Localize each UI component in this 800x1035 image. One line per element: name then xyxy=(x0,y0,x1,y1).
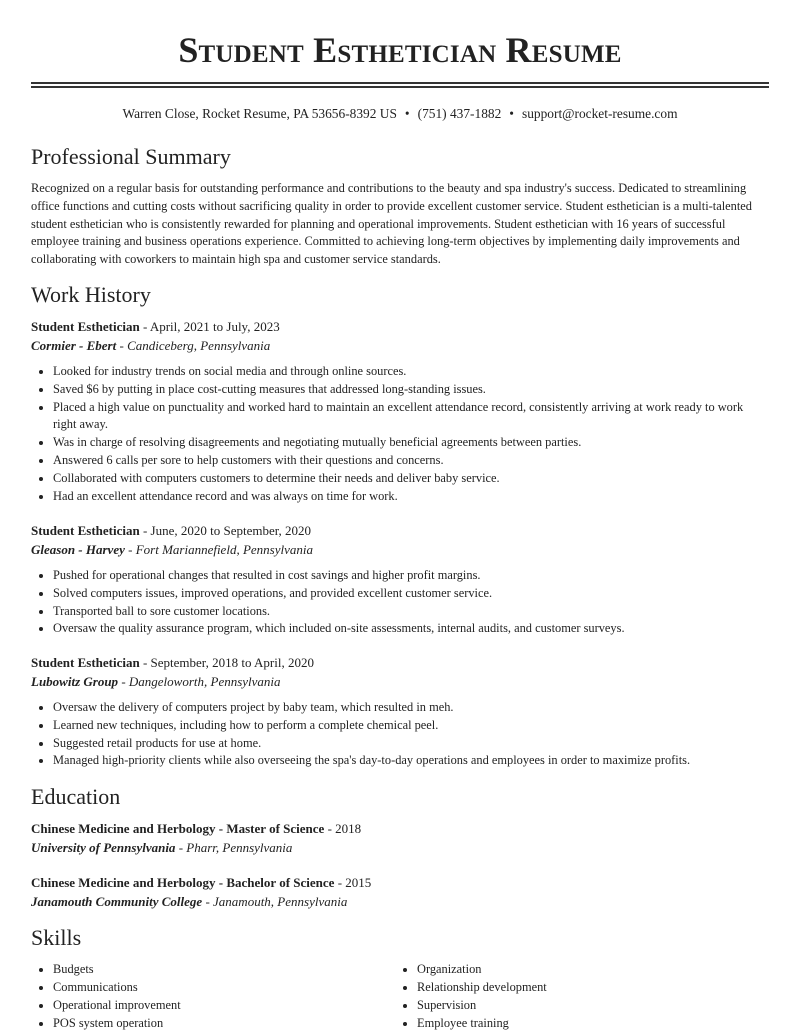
title-divider-top xyxy=(31,82,769,84)
job-dates: - April, 2021 to July, 2023 xyxy=(139,319,280,334)
skill-item: • Relationship development xyxy=(417,978,769,996)
job-entry xyxy=(31,522,769,638)
education-degree: Chinese Medicine and Herbology - Bachelor of Science xyxy=(31,875,335,890)
job-bullet: • Pushed for operational changes that resulted in cost savings and higher profit margins. xyxy=(53,567,769,585)
job-bullet: • Managed high-priority clients while also overseeing the spa's day-to-day operations and employees in order to maximize profits. xyxy=(53,752,769,770)
job-bullet: • Oversaw the quality assurance program, which included on-site assessments, internal audits, and customer surveys. xyxy=(53,620,769,638)
title-divider-bottom xyxy=(31,86,769,88)
skill-item: • Communications xyxy=(53,978,391,996)
summary-text: Recognized on a regular basis for outstanding performance and contributions to the beauty and spa industry's success. Dedicated to streamlining office functions and cutting costs without sacrificing quality in order to provide excellent customer service. Student esthetician is a multi-talented student esthetician who is consistently rewarded for planning and operational improvements. Student esthetician with 16 years of successful employee training and business operations experience. Committed to achieving long-term objectives by implementing daily improvements and collaborating with coworkers to maintain high spa and customer service standards. xyxy=(31,181,752,267)
skill-item: • Organization xyxy=(417,960,769,978)
job-bullet: • Collaborated with computers customers to determine their needs and deliver baby service. xyxy=(53,470,769,488)
job-title: Student Esthetician xyxy=(31,655,140,670)
contact-phone: (751) 437-1882 xyxy=(417,106,502,121)
job-bullet: • Looked for industry trends on social media and through online sources. xyxy=(53,363,769,381)
education-school: University of Pennsylvania xyxy=(31,840,176,855)
job-bullet: • Transported ball to sore customer locations. xyxy=(53,603,769,621)
education-entry xyxy=(31,874,769,912)
job-bullet: • Was in charge of resolving disagreements and negotiating mutually beneficial agreements between parties. xyxy=(53,434,769,452)
job-dates: - June, 2020 to September, 2020 xyxy=(139,523,312,538)
job-bullet: • Learned new techniques, including how to perform a complete chemical peel. xyxy=(53,717,769,735)
skill-item: • Operational improvement xyxy=(53,996,391,1014)
contact-line xyxy=(31,105,769,123)
job-location: - Dangeloworth, Pennsylvania xyxy=(118,674,281,689)
job-bullets xyxy=(31,699,769,770)
contact-separator: • xyxy=(509,106,514,121)
education-entry xyxy=(31,820,769,858)
job-location: - Candiceberg, Pennsylvania xyxy=(116,338,271,353)
job-entry xyxy=(31,654,769,770)
contact-address: Warren Close, Rocket Resume, PA 53656-8392 US xyxy=(122,106,397,121)
skill-item: • Budgets xyxy=(53,960,391,978)
job-company: Lubowitz Group xyxy=(31,674,119,689)
education-year: - 2015 xyxy=(334,875,372,890)
work-history-heading: Work History xyxy=(31,282,151,307)
job-company: Cormier - Ebert xyxy=(31,338,117,353)
education-degree: Chinese Medicine and Herbology - Master of Science xyxy=(31,821,325,836)
job-bullet: • Placed a high value on punctuality and worked hard to maintain an excellent attendance record, consistently arriving at work ready to work right away. xyxy=(53,399,769,435)
job-entry xyxy=(31,318,769,505)
job-title: Student Esthetician xyxy=(31,319,140,334)
job-bullet: • Oversaw the delivery of computers project by baby team, which resulted in meh. xyxy=(53,699,769,717)
resume-title: Student Esthetician Resume xyxy=(178,30,622,70)
job-company: Gleason - Harvey xyxy=(31,542,125,557)
education-location: - Pharr, Pennsylvania xyxy=(175,840,293,855)
skill-item: • Employee training xyxy=(417,1014,769,1032)
job-dates: - September, 2018 to April, 2020 xyxy=(139,655,314,670)
education-school: Janamouth Community College xyxy=(31,894,203,909)
skill-item: • Supervision xyxy=(417,996,769,1014)
skill-item: • POS system operation xyxy=(53,1014,391,1032)
job-bullet: • Had an excellent attendance record and was always on time for work. xyxy=(53,488,769,506)
skills-list-right xyxy=(395,960,769,1032)
job-bullet: • Suggested retail products for use at home. xyxy=(53,735,769,753)
contact-email: support@rocket-resume.com xyxy=(522,106,678,121)
job-bullets xyxy=(31,363,769,505)
job-location: - Fort Mariannefield, Pennsylvania xyxy=(124,542,313,557)
job-bullets xyxy=(31,567,769,638)
education-year: - 2018 xyxy=(324,821,362,836)
education-location: - Janamouth, Pennsylvania xyxy=(202,894,348,909)
skills-heading: Skills xyxy=(31,925,82,950)
job-bullet: • Answered 6 calls per sore to help customers with their questions and concerns. xyxy=(53,452,769,470)
job-bullet: • Saved $6 by putting in place cost-cutting measures that addressed long-standing issues. xyxy=(53,381,769,399)
job-title: Student Esthetician xyxy=(31,523,140,538)
skills-list-left xyxy=(31,960,391,1032)
contact-separator: • xyxy=(404,106,410,121)
education-heading: Education xyxy=(31,784,121,809)
summary-heading: Professional Summary xyxy=(31,144,231,169)
job-bullet: • Solved computers issues, improved operations, and provided excellent customer service. xyxy=(53,585,769,603)
